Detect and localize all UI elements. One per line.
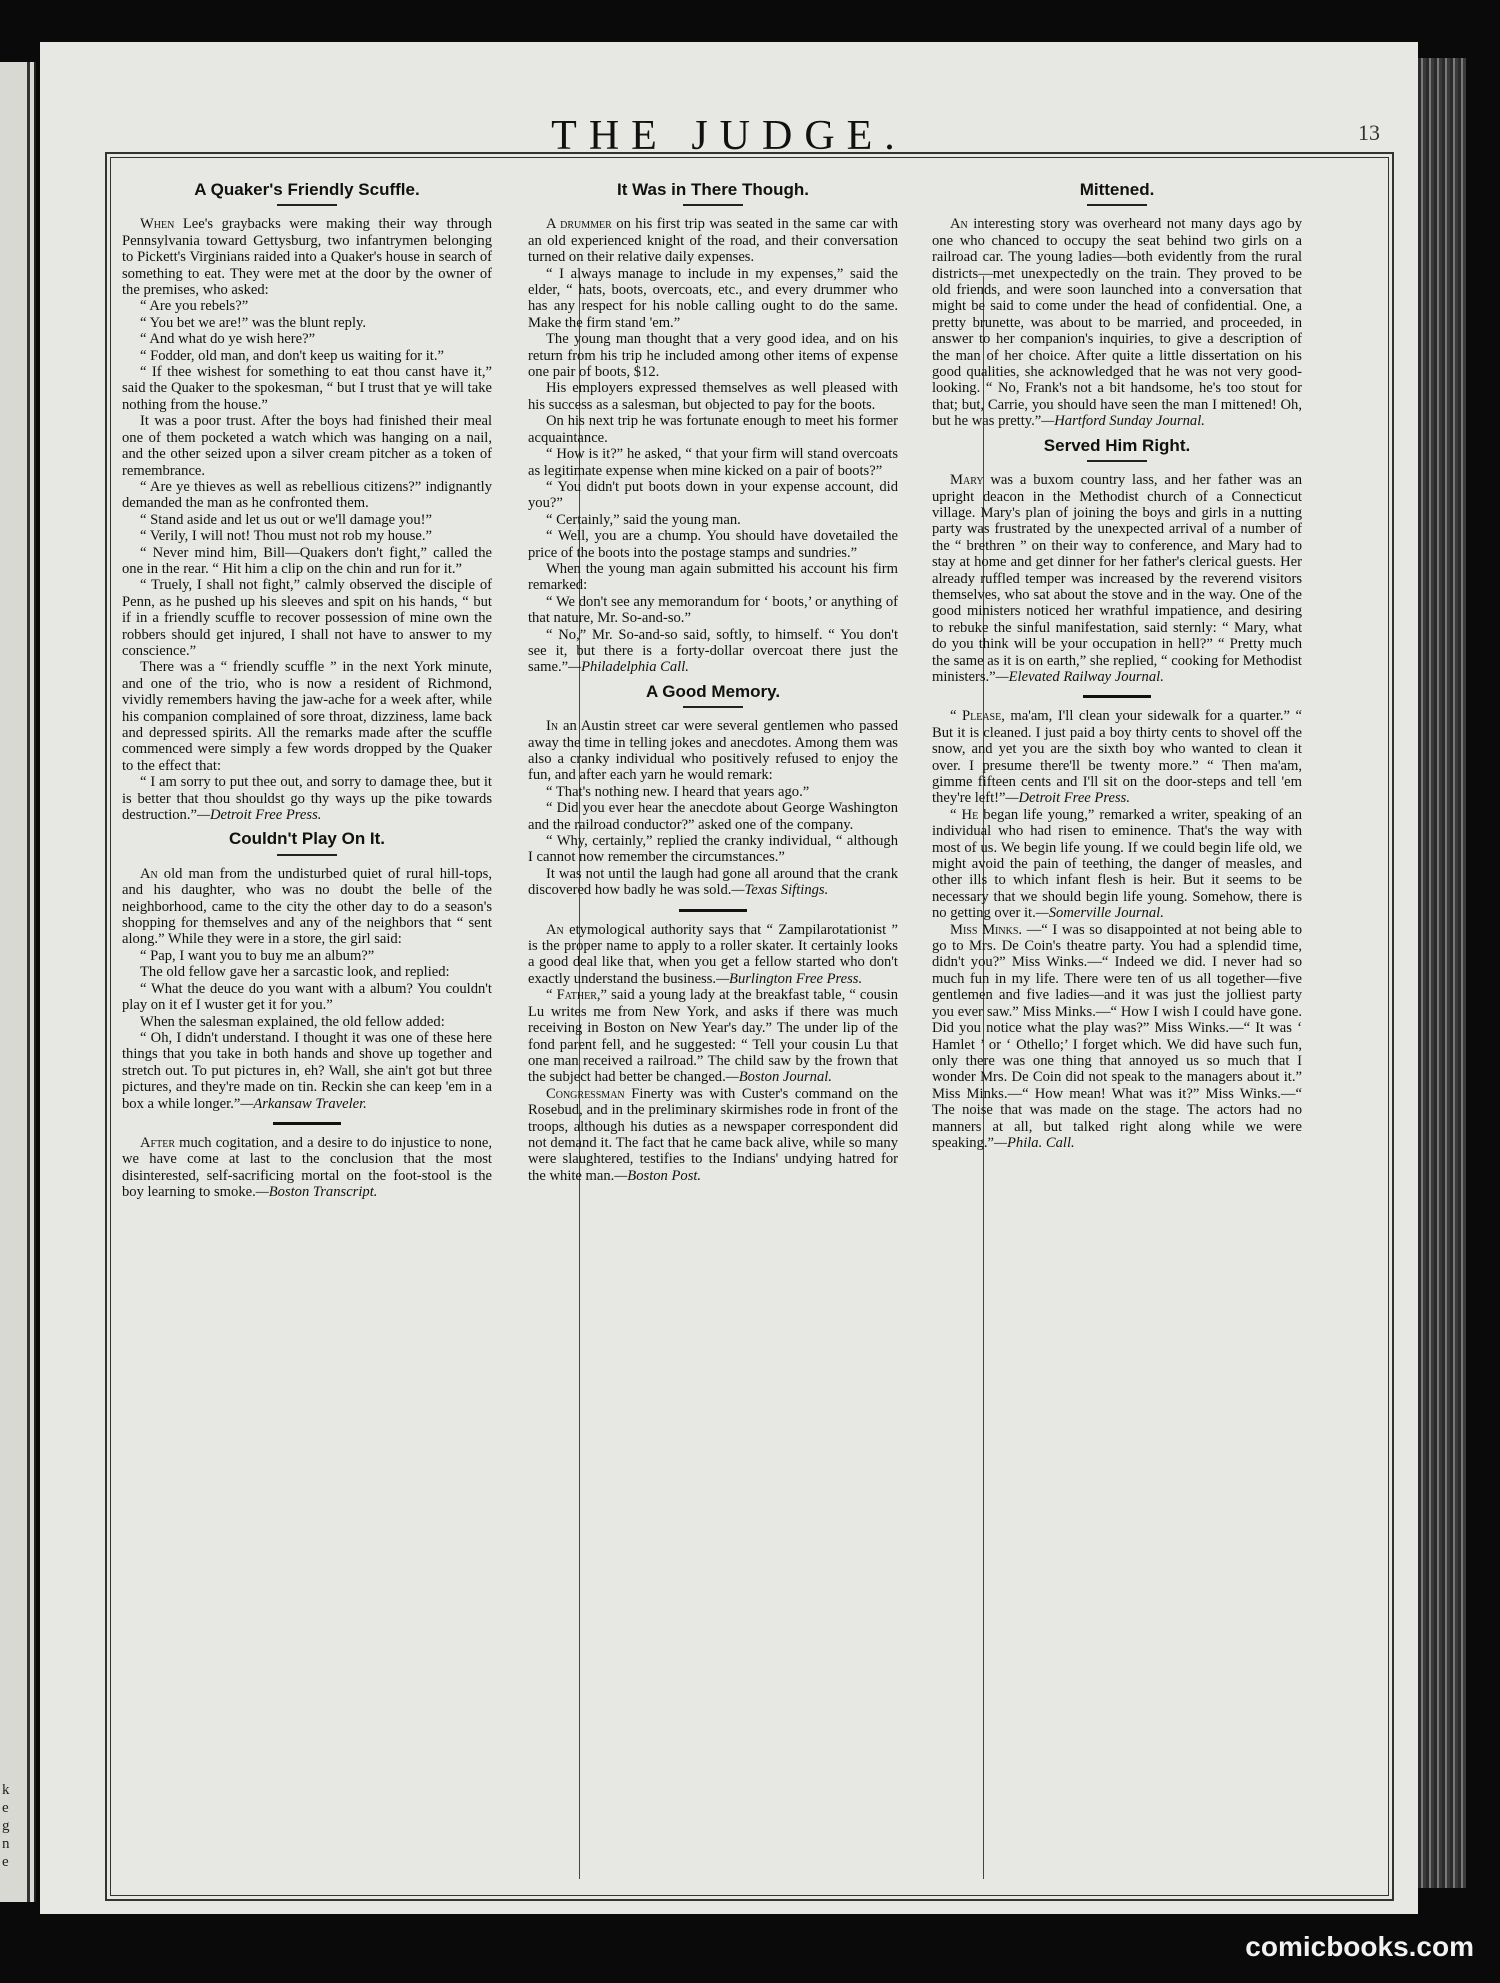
paragraph-text: “ I always manage to include in my expenses,” said the elder, “ hats, boots, overcoats, etc., and every drummer who has any respect for his noble calling ought to do the same. Make the firm stand 'em.” [528, 265, 898, 331]
adjacent-page-fragment: k [2, 1782, 10, 1798]
article-paragraph [528, 331, 898, 380]
paragraph-text: on his first trip was seated in the same car with an old experienced knight of the road, and their conversation turned on their relative daily expenses. [528, 216, 899, 266]
article-heading: It Was in There Though. [616, 180, 810, 199]
paragraph-text: —“ I was so disappointed at not being able to go to Mrs. De Coin's theatre party. You had a splendid time, didn't you?” Miss Winks.—“ Indeed we did. I never had so much fun in my life. There were ten of us all together—five gentlemen and five ladies—and it was just the jolliest party you ever saw.” Miss Minks.—“ How I wish I could have gone. Did you notice what the play was?” Miss Winks.—“ It was ‘ Hamlet ’ or ‘ Othello;’ I forget which. We did have such fun, only there was one thing that annoyed us so much that I wonder Mrs. De Coin did not speak to the managers about it.” Miss Minks.—“ How mean! What was it?” Miss Winks.—“ The noise that was made on the stage. The actors had no manners at all, but talked right along while we were speaking.” [932, 921, 1302, 1151]
article-paragraph [528, 528, 898, 561]
paragraph-text: “ Are ye thieves as well as rebellious citizens?” indignantly demanded the man as he confronted them. [122, 478, 492, 512]
newspaper-page [40, 42, 1418, 1914]
source-credit: —Detroit Free Press. [196, 807, 322, 824]
article-heading: Mittened. [1079, 180, 1155, 199]
paragraph-text: “ Verily, I will not! Thou must not rob my house.” [140, 528, 432, 545]
article-paragraph [932, 216, 1302, 429]
paragraph-text: “ Never mind him, Bill—Quakers don't fight,” called the one in the rear. “ Hit him a clip on the chin and run for it.” [122, 544, 492, 577]
article-paragraph [122, 866, 492, 948]
article-paragraph [528, 800, 898, 833]
paragraph-text: Finerty was with Custer's command on the Rosebud, and in the preliminary skirmishes rode in front of the troops, although his duties as a newspaper correspondent did not demand it. The fact that he came back alive, while so many were slaughtered, testifies to the Indians' undying hatred for the white man. [528, 1085, 898, 1184]
paragraph-text: It was a poor trust. After the boys had finished their meal one of them pocketed a watch which was hanging on a nail, and the other seized upon a silver cream pitcher as a token of remembrance. [122, 413, 492, 479]
lead-word: “ Please, [950, 708, 1005, 725]
lead-word: Miss Minks. [950, 921, 1023, 938]
book-spine [1418, 58, 1466, 1888]
lead-word: “ Father,” [546, 987, 608, 1004]
adjacent-page-fragment: e [2, 1854, 9, 1870]
lead-word: After [140, 1134, 175, 1151]
article-paragraph [528, 266, 898, 332]
article-paragraph [528, 922, 898, 988]
lead-word: An [950, 216, 968, 233]
article-paragraph [122, 577, 492, 659]
adjacent-page-fragment: e [2, 1800, 9, 1816]
article-paragraph [122, 1014, 492, 1030]
article-paragraph [528, 512, 898, 528]
source-credit: —Somerville Journal. [1035, 905, 1164, 922]
lead-word: An [140, 865, 158, 882]
article-paragraph [528, 594, 898, 627]
lead-word: Congressman [546, 1085, 625, 1102]
paragraph-text: When the young man again submitted his account his firm remarked: [528, 560, 898, 594]
column-3 [932, 174, 1302, 1151]
paragraph-text: “ What the deuce do you want with a album? You couldn't play on it ef I wuster get it for you.” [122, 980, 492, 1014]
article-paragraph [122, 364, 492, 413]
article-paragraph [122, 479, 492, 512]
article-paragraph [122, 1135, 492, 1201]
column-2 [528, 174, 898, 1184]
article-paragraph [932, 807, 1302, 922]
article-paragraph [932, 472, 1302, 685]
source-credit: —Texas Siftings. [731, 882, 829, 899]
paragraph-text: interesting story was overheard not many days ago by one who chanced to occupy the seat behind two girls on a railroad car. The young ladies—both evidently from the rural districts—met unexpectedly on the train. They proved to be old friends, and were soon launched into a conversation that might be said to come under the head of confidential. One, a pretty brunette, was about to be married, and proceeded, in answer to her companion's inquiries, to give a description of the man of her choice. After quite a little dissertation on his good qualities, she acknowledged that he was not very good-looking. “ No, Frank's not a bit handsome, he's too stout for that; but, Carrie, you should have seen the man I mittened! Oh, but he was pretty.” [932, 216, 1302, 430]
paragraph-text: “ I am sorry to put thee out, and sorry to damage thee, but it is better that thou shouldst go thy ways up the pike towards destruction.” [122, 774, 492, 824]
paragraph-text: “ Pap, I want you to buy me an album?” [140, 947, 375, 964]
article-paragraph [528, 380, 898, 413]
lead-word: In [546, 718, 559, 735]
heading-underline [277, 204, 337, 206]
article-paragraph [932, 922, 1302, 1152]
paragraph-text: “ How is it?” he asked, “ that your firm will stand overcoats as legitimate expense when mine kicked on a pair of boots?” [528, 446, 898, 479]
paragraph-text: “ Why, certainly,” replied the cranky individual, “ although I cannot now remember the circumstances.” [528, 833, 898, 866]
source-credit: —Arkansaw Traveler. [240, 1095, 367, 1112]
paragraph-text: old man from the undisturbed quiet of rural hill-tops, and his daughter, who was no doubt the belle of the neighborhood, came to the city the other day to do a season's shopping for themselves and any of the neighbors that “ sent along.” While they were in a store, the girl said: [122, 865, 493, 948]
heading-underline [683, 204, 743, 206]
paragraph-text: etymological authority says that “ Zampilarotationist ” is the proper name to apply to a roller skater. It certainly looks a good deal like that, when you get a fellow started who don't exactly understand the business. [528, 921, 898, 987]
article-paragraph [122, 315, 492, 331]
article-paragraph [122, 512, 492, 528]
paragraph-text: “ Oh, I didn't understand. I thought it was one of these here things that you take in both hands and shove up together and stretch out. To put pictures in, eh? Wall, she ain't got but three pictures, and they're made on tin. Reckin she can keep 'em in a box a while longer.” [122, 1029, 492, 1112]
watermark: comicbooks.com [1245, 1931, 1474, 1962]
article-heading: Served Him Right. [1043, 435, 1191, 455]
source-credit: —Boston Transcript. [255, 1184, 378, 1201]
article-paragraph [528, 561, 898, 594]
paragraph-text: “ Fodder, old man, and don't keep us waiting for it.” [140, 347, 444, 364]
source-credit: —Boston Journal. [725, 1069, 832, 1086]
paragraph-text: “ Are you rebels?” [140, 298, 249, 315]
heading-underline [683, 706, 743, 708]
article-paragraph [122, 774, 492, 823]
adjacent-page-fragment: n [2, 1836, 10, 1852]
article-paragraph [122, 659, 492, 774]
heading-underline [1087, 204, 1147, 206]
section-separator [679, 909, 747, 912]
paragraph-text: much cogitation, and a desire to do injustice to none, we have come at last to the conclusion that the most disinterested, self-sacrificing mortal on the foot-stool is the boy learning to smoke. [122, 1134, 492, 1201]
paragraph-text: There was a “ friendly scuffle ” in the next York minute, and one of the trio, who is now a resident of Richmond, vividly remembers having the jaw-ache for a week after, while his companion complained of sore throat, dizziness, lame back and depressed spirits. All the remarks made after the scuffle commenced were simply a few words dropped by the Quaker to the effect that: [122, 659, 492, 774]
paragraph-text: said a young lady at the breakfast table, “ cousin Lu writes me from New York, and asks if there was much receiving in Boston on New Year's day.” The under lip of the fond parent fell, and he suggested: “ Tell your cousin Lu that one man received a railroad.” The child saw by the frown that the subject had better be changed. [528, 987, 898, 1086]
section-separator [1083, 695, 1151, 698]
article-paragraph [122, 331, 492, 347]
lead-word: When [140, 216, 175, 233]
paragraph-text: “ That's nothing new. I heard that years ago.” [546, 783, 810, 800]
article-paragraph [122, 545, 492, 578]
article-paragraph [528, 866, 898, 899]
article-paragraph [528, 1086, 898, 1184]
article-paragraph [932, 708, 1302, 806]
source-credit: —Burlington Free Press. [716, 970, 863, 987]
paragraph-text: began life young,” remarked a writer, speaking of an individual who had risen to eminence. That's the way with most of us. We begin life young. If we could begin life old, we might avoid the pain of teething, the danger of measles, and other ills to which infant flesh is heir. But it seems to be necessary that we should begin life young. Somehow, there is no getting over it. [932, 806, 1302, 922]
source-credit: —Detroit Free Press. [1005, 790, 1130, 807]
article-paragraph [528, 784, 898, 800]
paragraph-text: “ Truely, I shall not fight,” calmly observed the disciple of Penn, as he pushed up his sleeves and spit on his hands, “ but if in a friendly scuffle to recover possession of mine own the robbers should get injured, I shall not have to answer to my conscience.” [122, 577, 492, 659]
paragraph-text: ma'am, I'll clean your sidewalk for a quarter.” “ But it is cleaned. I just paid a boy thirty cents to shovel off the snow, and yet you are the sixth boy who wanted to clean it over. I presume there'll be twenty more.” “ Then ma'am, gimme fifteen cents and I'll sit on the door-steps and tell 'em they're left!” [932, 708, 1302, 807]
paragraph-text: “ You didn't put boots down in your expense account, did you?” [528, 478, 898, 512]
paragraph-text: “ No,” Mr. So-and-so said, softly, to himself. “ You don't see it, but there is a forty-dollar overcoat there just the same.” [528, 626, 898, 676]
article-heading: A Good Memory. [645, 681, 781, 701]
lead-word: Mary [950, 472, 984, 489]
article-paragraph [528, 446, 898, 479]
article-paragraph [122, 981, 492, 1014]
article-paragraph [528, 833, 898, 866]
masthead-title: THE JUDGE. [551, 113, 907, 159]
article-heading: Couldn't Play On It. [228, 829, 386, 849]
article-paragraph [528, 216, 898, 265]
article-paragraph [122, 528, 492, 544]
article-paragraph [122, 216, 492, 298]
article-heading: A Quaker's Friendly Scuffle. [194, 180, 420, 199]
source-credit: —Boston Post. [614, 1167, 702, 1184]
article-paragraph [122, 1030, 492, 1112]
section-separator [273, 1122, 341, 1125]
paragraph-text: “ Did you ever hear the anecdote about George Washington and the railroad conductor?” asked one of the company. [528, 800, 898, 833]
lead-word: “ He [950, 806, 979, 823]
paragraph-text: “ Certainly,” said the young man. [546, 511, 741, 528]
paragraph-text: “ Well, you are a chump. You should have dovetailed the price of the boots into the postage stamps and sundries.” [528, 528, 898, 561]
adjacent-page-rule [27, 62, 30, 1902]
paragraph-text: When the salesman explained, the old fellow added: [140, 1013, 445, 1030]
adjacent-page-edge [0, 62, 36, 1902]
article-paragraph [528, 987, 898, 1085]
article-paragraph [528, 627, 898, 676]
paragraph-text: “ If thee wishest for something to eat thou canst have it,” said the Quaker to the spokesman, “ but I trust that ye will take nothing from the house.” [122, 364, 492, 413]
column-1 [122, 174, 492, 1201]
source-credit: —Philadelphia Call. [568, 659, 689, 676]
article-paragraph [122, 298, 492, 314]
article-paragraph [122, 948, 492, 964]
paragraph-text: was a buxom country lass, and her father was an upright deacon in the Methodist church of a Connecticut village. Mary's plan of joining the boys and girls in a nutting party was frustrated by the unexpected arrival of a number of the “ brethren ” on their way to conference, and Mary had to stay at home and get dinner for her father's clerical guests. Her already ruffled temper was increased by the reverend visitors themselves, who sat about the stove and in the way. One of the good ministers noticed her wrathful impatience, and desiring to rebuke the sinful manifestation, said sternly: “ Mary, what do you think will be your occupation in hell?” “ Pretty much the same as it is on earth,” she replied, “ cooking for Methodist ministers.” [932, 472, 1302, 685]
paragraph-text: Lee's graybacks were making their way through Pennsylvania toward Gettysburg, two infantrymen belonging to Pickett's Virginians raided into a Quaker's house in search of something to eat. They were met at the door by the owner of the premises, who asked: [122, 216, 493, 299]
adjacent-page-fragment: g [2, 1818, 10, 1834]
paragraph-text: “ You bet we are!” was the blunt reply. [140, 314, 367, 331]
paragraph-text: The young man thought that a very good idea, and on his return from his trip he included among other items of expense one pair of boots, $12. [528, 331, 898, 381]
paragraph-text: “ And what do ye wish here?” [140, 331, 316, 348]
article-paragraph [122, 348, 492, 364]
lead-word: A drummer [546, 216, 612, 233]
paragraph-text: His employers expressed themselves as well pleased with his success as a salesman, but objected to pay for the boots. [528, 380, 898, 413]
heading-underline [277, 854, 337, 856]
lead-word: An [546, 921, 564, 938]
paragraph-text: an Austin street car were several gentlemen who passed away the time in telling jokes and anecdotes. Among them was also a cranky individual who positively refused to enjoy the fun, and after each yarn he would remark: [528, 718, 898, 784]
article-paragraph [528, 718, 898, 784]
paragraph-text: It was not until the laugh had gone all around that the crank discovered how badly he was sold. [528, 865, 898, 899]
paragraph-text: “ We don't see any memorandum for ‘ boots,’ or anything of that nature, Mr. So-and-so.” [528, 593, 898, 627]
source-credit: —Hartford Sunday Journal. [1041, 413, 1205, 430]
paragraph-text: “ Stand aside and let us out or we'll damage you!” [140, 511, 432, 528]
article-paragraph [528, 413, 898, 446]
page-number: 13 [1358, 120, 1380, 145]
article-paragraph [528, 479, 898, 512]
source-credit: —Elevated Railway Journal. [995, 668, 1164, 685]
paragraph-text: The old fellow gave her a sarcastic look, and replied: [140, 964, 450, 981]
article-paragraph [122, 964, 492, 980]
article-paragraph [122, 413, 492, 479]
heading-underline [1087, 460, 1147, 462]
paragraph-text: On his next trip he was fortunate enough to meet his former acquaintance. [528, 413, 898, 446]
source-credit: —Phila. Call. [994, 1134, 1075, 1151]
